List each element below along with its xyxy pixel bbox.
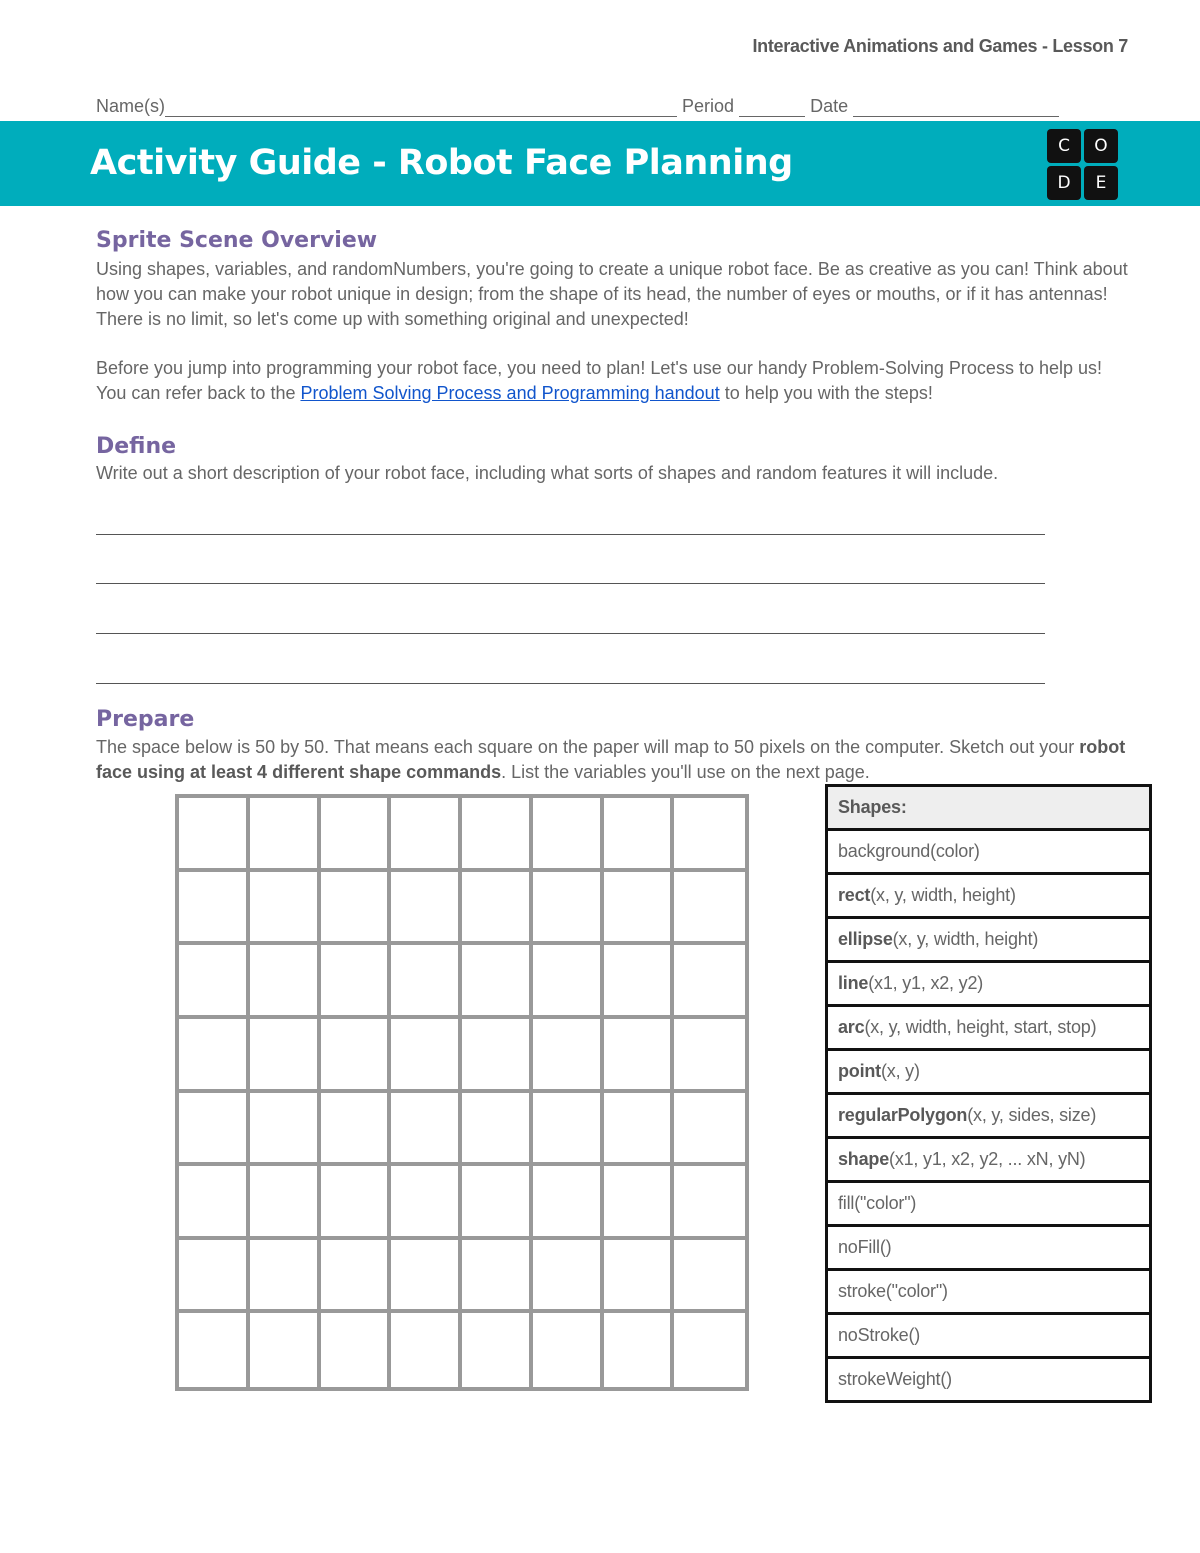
shape-command (827, 1314, 1151, 1358)
define-heading: Define (96, 434, 177, 459)
shape-row (827, 1138, 1151, 1182)
grid-cell (533, 872, 604, 946)
command-name: arc (838, 1017, 865, 1037)
shape-command (827, 918, 1151, 962)
grid-cell (533, 1093, 604, 1167)
grid-cell (391, 872, 462, 946)
shape-row (827, 1226, 1151, 1270)
grid-cell (250, 1093, 321, 1167)
text: to help you with the steps! (719, 383, 933, 403)
grid-cell (533, 1166, 604, 1240)
command-name: ellipse (838, 929, 893, 949)
logo-letter: C (1047, 129, 1081, 163)
grid-cell (179, 1093, 250, 1167)
shape-command (827, 1182, 1151, 1226)
grid-cell (462, 1313, 533, 1387)
grid-cell (321, 1019, 392, 1093)
sketch-grid (175, 794, 749, 1391)
shapes-table (825, 784, 1152, 1403)
grid-cell (674, 945, 745, 1019)
grid-cell (674, 1093, 745, 1167)
grid-cell (391, 1313, 462, 1387)
writing-line[interactable] (96, 534, 1045, 535)
grid-cell (604, 945, 675, 1019)
text: Before you jump into programming your robot face, you need to plan! Let's use our handy Problem-Solving Process to help us! You can refer back to the (96, 358, 1102, 403)
writing-line[interactable] (96, 683, 1045, 684)
grid-cell (250, 1313, 321, 1387)
grid-cell (321, 945, 392, 1019)
name-period-date-line (96, 96, 1059, 117)
grid-cell (321, 1313, 392, 1387)
grid-cell (462, 872, 533, 946)
grid-cell (462, 1019, 533, 1093)
overview-paragraph: Using shapes, variables, and randomNumbers, you're going to create a unique robot face. Be as creative as you can! Think about how you can make your robot unique in design; from the shape of its head, the number of eyes or mouths, or if it has antennas! There is no limit, so let's come up with something original and unexpected! (96, 259, 1128, 329)
command-args: noFill() (838, 1237, 892, 1257)
period-field[interactable] (739, 98, 805, 117)
shape-command (827, 1050, 1151, 1094)
text: The space below is 50 by 50. That means each square on the paper will map to 50 pixels on the computer. Sketch out your (96, 737, 1080, 757)
date-label: Date (810, 96, 849, 116)
bold-text: robot face using at least 4 different shape commands (96, 737, 1126, 782)
code-logo (1047, 129, 1118, 200)
shape-command (827, 1006, 1151, 1050)
grid-cell (179, 1166, 250, 1240)
shape-row (827, 962, 1151, 1006)
shape-row (827, 1050, 1151, 1094)
shape-row (827, 874, 1151, 918)
shape-command (827, 962, 1151, 1006)
name-label: Name(s) (96, 96, 166, 116)
grid-cell (391, 945, 462, 1019)
grid-cell (462, 1166, 533, 1240)
command-name: point (838, 1061, 881, 1081)
grid-cell (179, 1240, 250, 1314)
grid-cell (250, 872, 321, 946)
shape-row (827, 830, 1151, 874)
grid-cell (674, 1240, 745, 1314)
shape-command (827, 1226, 1151, 1270)
shape-command (827, 1138, 1151, 1182)
grid-cell (604, 1313, 675, 1387)
grid-cell (250, 1166, 321, 1240)
shapes-header: Shapes: (827, 786, 1151, 830)
grid-cell (604, 1019, 675, 1093)
shape-command (827, 830, 1151, 874)
logo-letter: D (1047, 166, 1081, 200)
command-args: (x1, y1, x2, y2) (868, 973, 984, 993)
logo-letter: E (1084, 166, 1118, 200)
grid-cell (604, 1093, 675, 1167)
prepare-heading: Prepare (96, 707, 195, 732)
grid-cell (604, 798, 675, 872)
grid-cell (321, 1240, 392, 1314)
logo-letter: O (1084, 129, 1118, 163)
grid-cell (250, 945, 321, 1019)
writing-line[interactable] (96, 633, 1045, 634)
grid-cell (533, 1313, 604, 1387)
grid-cell (674, 1166, 745, 1240)
command-args: stroke("color") (838, 1281, 948, 1301)
grid-cell (321, 798, 392, 872)
shape-row (827, 1358, 1151, 1402)
command-args: (x, y, width, height) (892, 929, 1039, 949)
overview-heading: Sprite Scene Overview (96, 228, 378, 253)
grid-cell (674, 872, 745, 946)
shape-row (827, 918, 1151, 962)
command-name: regularPolygon (838, 1105, 968, 1125)
grid-cell (391, 798, 462, 872)
command-args: (x, y) (880, 1061, 920, 1081)
grid-cell (391, 1019, 462, 1093)
page-title: Activity Guide - Robot Face Planning (90, 143, 793, 183)
grid-cell (250, 1240, 321, 1314)
grid-cell (250, 798, 321, 872)
shape-row (827, 1270, 1151, 1314)
shape-command (827, 1094, 1151, 1138)
writing-line[interactable] (96, 583, 1045, 584)
grid-cell (391, 1166, 462, 1240)
define-instructions: Write out a short description of your robot face, including what sorts of shapes and random features it will include. (96, 463, 999, 483)
command-args: (x1, y1, x2, y2, ... xN, yN) (889, 1149, 1086, 1169)
command-name: shape (838, 1149, 890, 1169)
grid-cell (179, 798, 250, 872)
command-args: noStroke() (838, 1325, 921, 1345)
grid-cell (462, 798, 533, 872)
date-field[interactable] (853, 98, 1059, 117)
command-args: (x, y, sides, size) (967, 1105, 1097, 1125)
command-args: background(color) (838, 841, 980, 861)
grid-cell (391, 1093, 462, 1167)
command-args: strokeWeight() (838, 1369, 952, 1389)
lesson-label: Interactive Animations and Games - Lesson 7 (752, 36, 1128, 56)
grid-cell (321, 1166, 392, 1240)
grid-cell (391, 1240, 462, 1314)
handout-link[interactable]: Problem Solving Process and Programming handout (300, 383, 720, 403)
grid-cell (321, 1093, 392, 1167)
shape-command (827, 1358, 1151, 1402)
grid-cell (462, 945, 533, 1019)
grid-cell (462, 1093, 533, 1167)
command-name: line (838, 973, 869, 993)
grid-cell (533, 945, 604, 1019)
grid-cell (674, 1019, 745, 1093)
grid-cell (462, 1240, 533, 1314)
grid-cell (533, 798, 604, 872)
shape-row (827, 1182, 1151, 1226)
shape-row (827, 1094, 1151, 1138)
prepare-instructions (96, 735, 1136, 785)
period-label: Period (682, 96, 735, 116)
text: . List the variables you'll use on the next page. (501, 762, 870, 782)
command-name: rect (838, 885, 871, 905)
shape-row (827, 1006, 1151, 1050)
grid-cell (179, 1313, 250, 1387)
shape-command (827, 1270, 1151, 1314)
shape-row (827, 1314, 1151, 1358)
command-args: (x, y, width, height, start, stop) (864, 1017, 1097, 1037)
shape-command (827, 874, 1151, 918)
grid-cell (179, 872, 250, 946)
grid-cell (250, 1019, 321, 1093)
grid-cell (179, 945, 250, 1019)
grid-cell (533, 1019, 604, 1093)
grid-cell (533, 1240, 604, 1314)
grid-cell (604, 1166, 675, 1240)
grid-cell (604, 1240, 675, 1314)
name-field[interactable] (165, 98, 677, 117)
command-args: fill("color") (838, 1193, 917, 1213)
grid-cell (321, 872, 392, 946)
grid-cell (604, 872, 675, 946)
grid-cell (674, 798, 745, 872)
grid-cell (179, 1019, 250, 1093)
command-args: (x, y, width, height) (870, 885, 1016, 905)
overview-paragraph-2 (96, 356, 1136, 406)
title-banner (0, 121, 1200, 206)
grid-cell (674, 1313, 745, 1387)
